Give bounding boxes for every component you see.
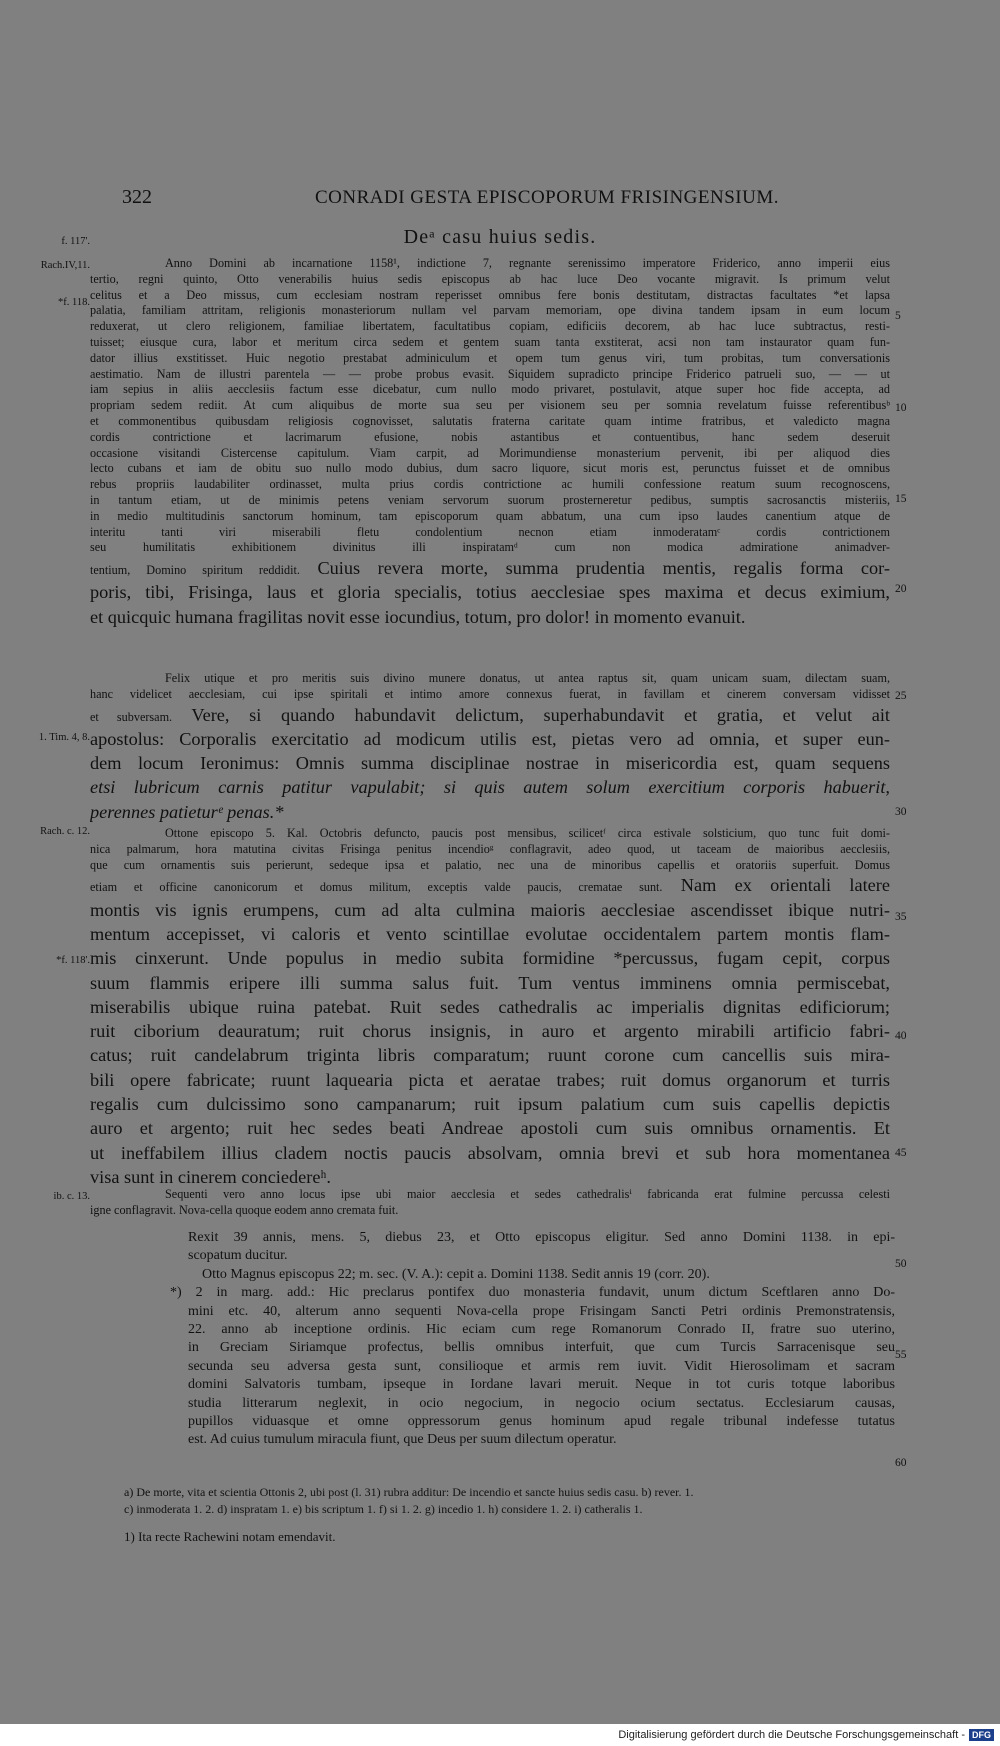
text-line: celitus et a Deo missus, cum ecclesiam nostram reperisset omnibus fere bonis destitutam, distractas facultates *et lapsa <box>90 287 890 302</box>
text-line: auro et argento; ruit hec sedes beati Andreae apostoli cum suis omnibus ornamentis. Et <box>90 1118 890 1139</box>
text-line: et quicquic humana fragilitas novit esse iocundius, totum, pro dolor! in momento evanuit. <box>90 606 746 627</box>
text-line: est. Ad cuius tumulum miracula fiunt, que Deus per suum dilectum operatur. <box>188 1432 617 1448</box>
text-line: etsi lubricum carnis patitur vapulabit; si quis autem solum exercitium corporis habuerit, <box>90 777 890 798</box>
text-line: Otto Magnus episcopus 22; m. sec. (V. A.): cepit a. Domini 1138. Sedit annis 19 (corr. 20). <box>202 1266 710 1282</box>
margin-ref-folio: f. 117'. <box>61 236 90 247</box>
text-line: mis cinxerunt. Unde populus in medio subita formidine *percussus, fugam cepit, corpus <box>90 948 890 969</box>
running-title: CONRADI GESTA EPISCOPORUM FRISINGENSIUM. <box>315 187 779 208</box>
text-line: que cum ornamentis suis perierunt, sedeque ipsa et palatio, nec una de minoribus capellis et oratoriis superfuit. Domus <box>90 857 890 872</box>
line-number: 20 <box>895 583 907 595</box>
text-line: miserabilis ubique ruina patebat. Ruit sedes cathedralis ac imperialis dignitas edificiorum; <box>90 996 890 1017</box>
text-line: catus; ruit candelabrum triginta libris comparatum; ruunt corone cum cancellis suis mira- <box>90 1045 890 1066</box>
margin-ref-rahewin: Rach.IV,11. <box>40 260 90 271</box>
text-line <box>90 873 890 897</box>
text-line: domini Salvatoris tumbam, ipseque in Iordane lavari meruit. Neque in tot curis totque laboribus <box>188 1377 895 1393</box>
margin-ref-rahewin: Rach. c. 12. <box>40 826 90 837</box>
apparatus-footnotes <box>124 1484 900 1545</box>
text-line: in Greciam Siriamque profectus, bellis omnibus interfuit, que cum Turcis Sarracenisque seu <box>188 1340 895 1356</box>
text-line: rebus propriis laudabiliter ordinasset, multa prius cordis contrictione ac humili confessione reatum suum recognoscens, <box>90 477 890 492</box>
line-number: 30 <box>895 806 907 818</box>
text-line: tertio, regni quinto, Otto venerabilis huius sedis episcopus ab hac luce Deo vocante migravit. Is primum velut <box>90 271 890 286</box>
text-line: reduxerat, ut clero religionem, familiae libertatem, facultatibus copiam, edificiis decorem, ab hac luce subtractus, resti- <box>90 319 890 334</box>
line-number: 5 <box>895 310 901 322</box>
text-line: *) 2 in marg. add.: Hic preclarus pontifex duo monasteria fundavit, unum dictum Sceftlaren anno Do- <box>170 1285 895 1301</box>
large-text-run: Vere, si quando habundavit delictum, superhabundavit et gratia, et velut ait <box>191 704 890 725</box>
line-number: 15 <box>895 493 907 505</box>
text-line: Anno Domini ab incarnatione 1158¹, indictione 7, regnante serenissimo imperatore Friderico, anno imperii eius <box>165 256 890 270</box>
text-line <box>90 703 890 727</box>
margin-ref-folio: *f. 118. <box>58 297 90 308</box>
footnote-line: 1) Ita recte Rachewini notam emendavit. <box>124 1529 336 1544</box>
margin-ref-folio: *f. 118'. <box>56 955 90 966</box>
text-line: montis vis ignis erumpens, cum ad alta culmina maioris aecclesiae ascendisset ibique nutri- <box>90 899 890 920</box>
line-number: 55 <box>895 1349 907 1361</box>
text-line: palatia, familiam attritam, religionis monasteriorum nullam vel parvam memoriam, ope divina tandem ipsam in eum locum <box>90 303 890 318</box>
text-line: Rexit 39 annis, mens. 5, diebus 23, et Otto episcopus eligitur. Sed anno Domini 1138. in epi- <box>188 1230 895 1245</box>
line-number: 40 <box>895 1030 907 1042</box>
text-line: regalis cum dulcissimo sono campanarum; ruit ipsum palatium cum suis capellis depictis <box>90 1094 890 1115</box>
text-line: scopatum ducitur. <box>188 1248 288 1264</box>
text-line: Felix utique et pro meritis suis divino munere donatus, ut antea raptus sit, quam unicam suam, dilectam suam, <box>165 671 890 685</box>
editorial-notes <box>170 1229 895 1450</box>
small-text-run: et subversam. <box>90 709 173 724</box>
footnote-line: a) De morte, vita et scientia Ottonis 2, ubi post (l. 31) rubra additur: De incendio et sancte huius sedis casu. b) rever. 1. <box>124 1485 694 1499</box>
line-number: 35 <box>895 911 907 923</box>
line-number: 25 <box>895 690 907 702</box>
text-line: perennes patieturᵉ penas.* <box>90 801 284 822</box>
text-line: cordis contrictione et lacrimarum efusione, nobis astantibus et contuentibus, hanc sedem deseruit <box>90 429 890 444</box>
text-line: mentum accepisset, vi caloris et vento scintillae evolutae occidentalem partem montis flam- <box>90 923 890 944</box>
text-line: visa sunt in cinerem conciedereʰ. <box>90 1166 331 1187</box>
text-line: interitu tanti viri miserabili fletu condolentium necnon etiam inmoderatamᶜ cordis contrictionem <box>90 524 890 539</box>
text-line <box>90 556 890 580</box>
text-line: nica palmarum, hora matutina civitas Frisinga penitus incendioᵍ conflagravit, adeo quod, ut taceam de maioribus aecclesiis, <box>90 841 890 856</box>
page-header <box>122 186 912 209</box>
paragraph-2 <box>90 671 890 824</box>
text-line: mini etc. 40, alterum anno sequenti Nova-cella prope Frisingam Sancti Petri ordinis Premonstratensis, <box>188 1303 895 1319</box>
text-line: Ottone episcopo 5. Kal. Octobris defuncto, paucis post mensibus, scilicetᶠ circa estivale solsticium, quo tunc fuit domi- <box>165 826 890 840</box>
large-text-run: Cuius revera morte, summa prudentia mentis, regalis forma cor- <box>317 558 890 579</box>
funding-text: Digitalisierung gefördert durch die Deutsche Forschungsgemeinschaft - <box>618 1729 965 1741</box>
line-number: 60 <box>895 1457 907 1469</box>
large-text-run: Nam ex orientali latere <box>680 875 890 896</box>
funding-footer <box>0 1724 1000 1746</box>
page-number: 322 <box>122 186 152 208</box>
text-line: suum flammis eripere illi summa salus fuit. Tum ventus imminens omnia permiscebat, <box>90 972 890 993</box>
text-line: dem locum Ieronimus: Omnis summa disciplinae nostrae in misericordia est, quam sequens <box>90 753 890 774</box>
text-line: propriam sedem rediit. At cum aliquibus de morte sua seu per visionem seu per somnia revelatum fuisse referentibusᵇ <box>90 398 890 413</box>
text-line: secunda seu adversa gesta sunt, consilioque et armis rem iuvit. Vidit Hierosolimam et sacram <box>188 1358 895 1374</box>
footnote-line: c) inmoderata 1. 2. d) inspratam 1. e) bis scriptum 1. f) si 1. 2. g) incedio 1. h) considere 1. 2. i) catheralis 1. <box>124 1502 643 1516</box>
text-line: occasione visitandi Cistercense capitulum. Viam carpit, ad Morimundiense monasterium pervenit, ibi per aliquod dies <box>90 445 890 460</box>
line-number: 10 <box>895 402 907 414</box>
text-line: dator illius exstitisset. Huic negotio prestabat adminiculum et opem tum genus viri, tum probitas, tum conversationis <box>90 350 890 365</box>
paragraph-4 <box>90 1187 890 1219</box>
text-line: aestimatio. Nam de illustri parentela — — probe probus evasit. Siquidem supradicto principe Friderico patrueli suo, — — ut <box>90 366 890 381</box>
small-text-run: tentium, Domino spiritum reddidit. <box>90 563 300 578</box>
text-line: tuisset; eiusque cura, labor et meritum circa sedem et gentem suam tanta exstiterat, acsi non tam instaurator quam fun- <box>90 334 890 349</box>
line-number: 50 <box>895 1258 907 1270</box>
text-line: igne conflagravit. Nova-cella quoque eodem anno cremata fuit. <box>90 1202 399 1217</box>
paragraph-1 <box>90 256 890 629</box>
text-line: ruit ciborium deauratum; ruit chorus insignis, in auro et argento mirabili artificio fabri- <box>90 1021 890 1042</box>
margin-ref-rahewin: ib. c. 13. <box>53 1191 90 1202</box>
text-line: hanc videlicet aecclesiam, cui ipse spiritali et intimo amore connexus fuerat, in favillam et cinerem conversam vidisset <box>90 686 890 701</box>
paragraph-3 <box>90 826 890 1189</box>
text-line: studia litterarum neglexit, in ocio negocium, in negocio ocium sectatus. Ecclesiarum causas, <box>188 1395 895 1411</box>
text-line: apostolus: Corporalis exercitatio ad modicum utilis est, pietas vero ad omnia, et super eun- <box>90 728 890 749</box>
text-line: in tantum etiam, ut de minimis petens veniam servorum suorum prosterneretur pedibus, sumptis sacrosanctis misteriis, <box>90 492 890 507</box>
text-line: iam sepius in aliis aecclesiis factum esse dicebatur, cum nullo modo privaret, postulavit, atque super hoc fide accepta, ad <box>90 382 890 397</box>
small-text-run: etiam et officine canonicorum et domus militum, exceptis valde paucis, crematae sunt. <box>90 880 663 895</box>
text-line: 22. anno ab inceptione ordinis. Hic eciam cum rege Romanorum Conrado II, fratre suo uterino, <box>188 1321 895 1337</box>
text-line: ut ineffabilem illius cladem noctis paucis absolvam, omnia brevi et sub hora momentanea <box>90 1142 890 1163</box>
text-line: poris, tibi, Frisinga, laus et gloria specialis, totius aecclesiae spes maxima et decus eximium, <box>90 582 890 603</box>
dfg-logo: DFG <box>969 1729 994 1741</box>
text-line: Sequenti vero anno locus ipse ubi maior aecclesia et sedes cathedralisⁱ fabricanda erat fulmine percussa celesti <box>165 1187 890 1201</box>
line-number: 45 <box>895 1147 907 1159</box>
text-line: pupillos viduasque et omne oppressorum genus hominum apud regale tribunal indefesse tutatus <box>188 1413 895 1429</box>
text-line: in medio multitudinis sanctorum hominum, tam episcoporum quam abbatum, una cum ipso laudes canentium atque de <box>90 508 890 523</box>
text-line: lecto cubans et iam de obitu suo nullo modo dubius, dum sacro liquore, sicut moris est, perunctus fuisset et de omnibus <box>90 461 890 476</box>
section-title: Deᵃ casu huius sedis. <box>403 226 597 248</box>
margin-ref-scripture: 1. Tim. 4, 8. <box>38 732 90 743</box>
text-line: seu humilitatis exhibitionem divinitus illi inspiratamᵈ cum non modica admiratione animadver- <box>90 540 890 555</box>
text-line: bili opere fabricate; ruunt laquearia picta et aeratae trabes; ruit domus organorum et turris <box>90 1069 890 1090</box>
text-line: et commonentibus quibusdam religiosis cognovisset, salutatis fraterna caritate quam intime fratribus, et valedicto magna <box>90 413 890 428</box>
